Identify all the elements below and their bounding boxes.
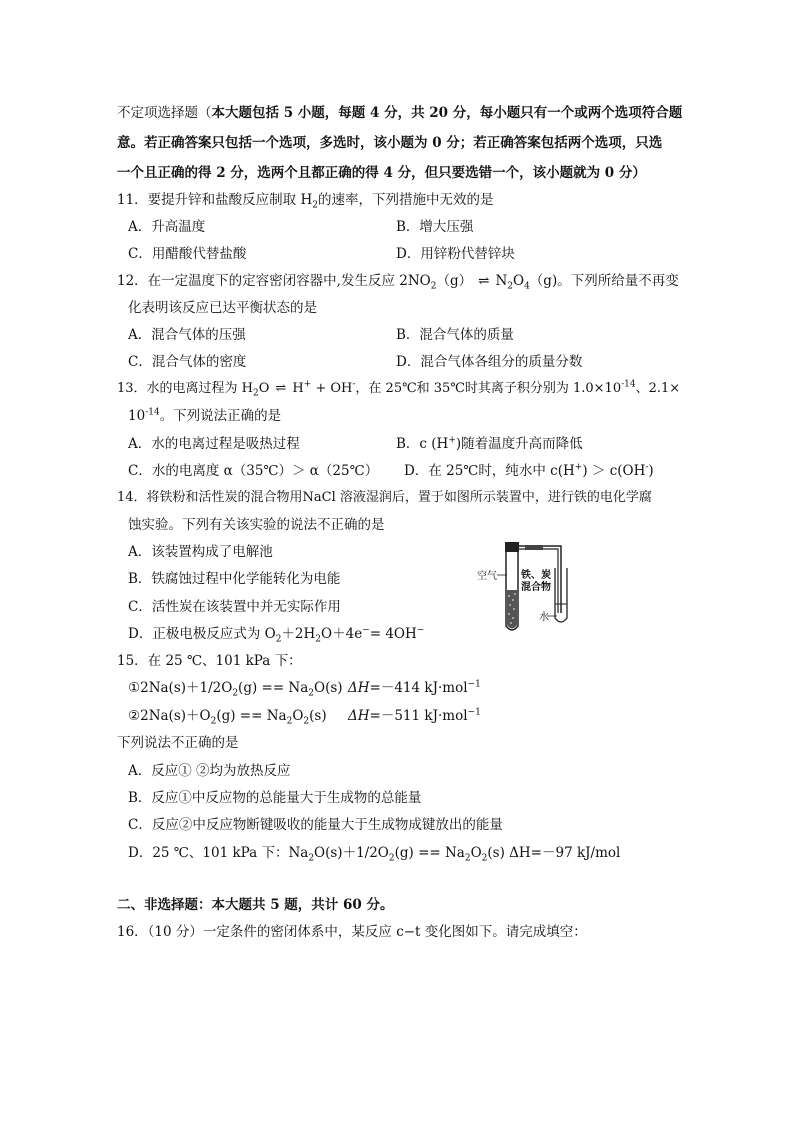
equilibrium-arrow-icon: ⇌ <box>478 273 490 289</box>
q14-d-c: O＋4e <box>321 626 363 642</box>
q12-stem-1 <box>117 271 679 291</box>
q14-d-d: = 4OH <box>369 626 417 642</box>
q14-option-c: C．活性炭在该装置中并无实际作用 <box>128 599 341 615</box>
q13-d-b: ) ＞ c(OH <box>582 463 646 479</box>
q12-sub2a: 2 <box>507 281 513 292</box>
q15-r1sup: −1 <box>467 679 481 690</box>
fig-label-water: 水 <box>539 612 549 623</box>
q15-d-s2: 2 <box>388 853 395 864</box>
q12-stem-2: 化表明该反应已达平衡状态的是 <box>128 300 317 316</box>
q15-enthalpy-1 <box>348 678 481 698</box>
q13-sup1: + <box>303 379 312 390</box>
q13-s1f: 、2.1× <box>635 381 681 396</box>
q12-option-a: A．混合气体的压强 <box>128 327 246 343</box>
q15-reaction-2 <box>128 706 327 726</box>
q13-option-c: C．水的电离度 α（35℃）＞ α（25℃） <box>128 463 379 479</box>
instructions-line-1 <box>117 103 682 123</box>
q15-d-b: O(s)＋1/2O <box>314 845 389 861</box>
q15-option-d <box>128 843 620 863</box>
q13-option-a: A．水的电离过程是吸热过程 <box>128 436 300 452</box>
instructions-bold-1: 本大题包括 5 小题，每题 4 分，共 20 分，每小题只有一个或两个选项符合题 <box>211 105 683 121</box>
q13-b-sup: + <box>448 435 456 446</box>
q15-enthalpy-2 <box>348 706 481 726</box>
q14-d-sup2: − <box>416 625 425 636</box>
q15-r1v: =－414 kJ·mol <box>369 680 468 696</box>
q11-stem <box>117 190 493 210</box>
q15-r2d: (s) <box>309 708 327 724</box>
q15-r2h: ΔH <box>348 708 370 724</box>
q11-stem-end: 的速率，下列措施中无效的是 <box>317 192 494 208</box>
corrosion-apparatus-figure <box>475 538 585 638</box>
q14-d-sub2: 2 <box>315 634 322 645</box>
q13-s2b: 。下列说法正确的是 <box>159 408 282 424</box>
q13-sup3: -14 <box>621 379 636 390</box>
q14-option-d <box>128 624 424 644</box>
q13-d-c: ) <box>648 463 654 479</box>
q15-r2-sub: 2 <box>210 716 217 727</box>
q15-d-c: (g) == Na <box>394 845 465 861</box>
instructions-line-3: 一个且正确的得 2 分，选两个且都正确的得 4 分，但只要选错一个，该小题就为 0 分） <box>117 165 646 181</box>
q15-stem-2: 下列说法不正确的是 <box>117 735 239 751</box>
q12-o: O <box>512 273 525 289</box>
q12-s1: 12．在一定温度下的定容密闭容器中,发生反应 2NO <box>117 273 431 289</box>
fig-label-mixture-1: 铁、炭 <box>521 570 551 581</box>
q13-b-b: )随着温度升高而降低 <box>455 436 583 452</box>
q13-s1c: H <box>292 381 304 396</box>
q15-d-a: D．25 ℃、101 kPa 下：Na <box>128 845 309 861</box>
q15-d-s4: 2 <box>481 853 488 864</box>
instructions-lead: 不定项选择题（ <box>117 105 212 121</box>
q14-d-sup: − <box>362 625 370 636</box>
q15-r2v: =－511 kJ·mol <box>369 708 468 724</box>
q14-stem-2: 蚀实验。下列有关该实验的说法不正确的是 <box>128 517 385 533</box>
q15-option-c: C．反应②中反应物断键吸收的能量大于生成物成键放出的能量 <box>128 817 503 833</box>
fig-label-mixture-2: 混合物 <box>521 582 551 593</box>
q15-r1b: (g) == Na <box>238 680 309 696</box>
q13-s1a: 13．水的电离过程为 H <box>117 381 254 396</box>
q15-r2c: O <box>292 708 304 724</box>
q15-reaction-1 <box>128 678 343 698</box>
q13-stem-1 <box>117 379 680 399</box>
q16-stem: 16．（10 分）一定条件的密闭体系中，某反应 c−t 变化图如下。请完成填空： <box>117 924 587 940</box>
q12-sub2b: 4 <box>524 281 530 292</box>
fig-label-air: 空气 <box>477 571 497 582</box>
q13-s1d: + OH <box>311 381 353 396</box>
q15-r2sup: −1 <box>467 707 481 718</box>
equilibrium-arrow-icon: ⇌ <box>275 381 287 396</box>
q12-n: N <box>495 273 508 289</box>
q12-option-d: D．混合气体各组分的质量分数 <box>396 354 583 370</box>
q13-option-d <box>404 461 654 481</box>
instructions-line-2: 意。若正确答案只包括一个选项，多选时，该小题为 0 分；若正确答案包括两个选项，只选 <box>117 135 663 151</box>
q15-option-a: A．反应① ②均为放热反应 <box>128 763 291 779</box>
q15-r2b: (g) == Na <box>216 708 287 724</box>
q13-sup2: - <box>352 379 356 390</box>
q14-stem-1: 14．将铁粉和活性炭的混合物用NaCl 溶液湿润后，置于如图所示装置中，进行铁的电化学腐 <box>117 490 652 505</box>
q13-s2-sup: -14 <box>145 407 160 418</box>
q13-option-b <box>396 434 583 454</box>
q15-option-b: B．反应①中反应物的总能量大于生成物的总能量 <box>128 790 422 806</box>
q15-r1a: ①2Na(s)＋1/2O <box>128 680 233 696</box>
q13-b-a: B．c (H <box>396 436 449 452</box>
q15-d-e: (s) ΔH=－97 kJ/mol <box>487 845 621 861</box>
q15-r1h: ΔH <box>348 680 370 696</box>
q13-d-sup1: + <box>574 462 583 473</box>
q15-r2a: ②2Na(s)＋O <box>128 708 211 724</box>
q14-d-sub1: 2 <box>275 634 282 645</box>
q11-option-b: B．增大压强 <box>396 219 474 235</box>
q15-stem: 15．在 25 ℃、101 kPa 下： <box>117 653 302 669</box>
q14-option-b: B．铁腐蚀过程中化学能转化为电能 <box>128 571 341 587</box>
q12-option-c: C．混合气体的密度 <box>128 354 247 370</box>
q12-option-b: B．混合气体的质量 <box>396 327 514 343</box>
q11-option-a: A．升高温度 <box>128 219 206 235</box>
section-2-title: 二、非选择题：本大题共 5 题，共计 60 分。 <box>117 897 394 913</box>
stopper <box>505 542 519 552</box>
q12-sub1: 2 <box>430 281 437 292</box>
q14-option-a: A．该装置构成了电解池 <box>128 544 273 560</box>
q12-s1-end: （g)。下列所给量不再变 <box>529 273 679 289</box>
q15-d-s1: 2 <box>308 853 315 864</box>
q15-r1-sub: 2 <box>232 688 239 699</box>
q11-sub: 2 <box>312 200 318 211</box>
q13-s1e: ，在 25℃和 35℃时其离子积分别为 1.0×10 <box>355 381 622 396</box>
q15-r2-sub2: 2 <box>286 716 293 727</box>
q15-d-s3: 2 <box>464 853 471 864</box>
q15-d-d: O <box>470 845 482 861</box>
q11-option-d: D．用锌粉代替锌块 <box>396 246 515 262</box>
q11-option-c: C．用醋酸代替盐酸 <box>128 246 247 262</box>
q15-r1-sub2: 2 <box>308 688 315 699</box>
q13-s2a: 10 <box>128 408 146 424</box>
q15-r1c: O(s) <box>314 680 343 696</box>
q14-d-b: ＋2H <box>281 626 316 642</box>
q13-d-a: D．在 25℃时，纯水中 c(H <box>404 463 575 479</box>
q13-sub: 2 <box>253 388 259 399</box>
q13-s1b: O <box>258 381 270 396</box>
q13-d-sup2: - <box>645 462 649 473</box>
q11-stem-text: 11．要提升锌和盐酸反应制取 H <box>117 192 313 208</box>
q14-d-a: D．正极电极反应式为 O <box>128 626 276 642</box>
q12-mid: （g） <box>436 273 473 289</box>
q15-r2-sub3: 2 <box>303 716 310 727</box>
q13-stem-2 <box>128 406 281 426</box>
